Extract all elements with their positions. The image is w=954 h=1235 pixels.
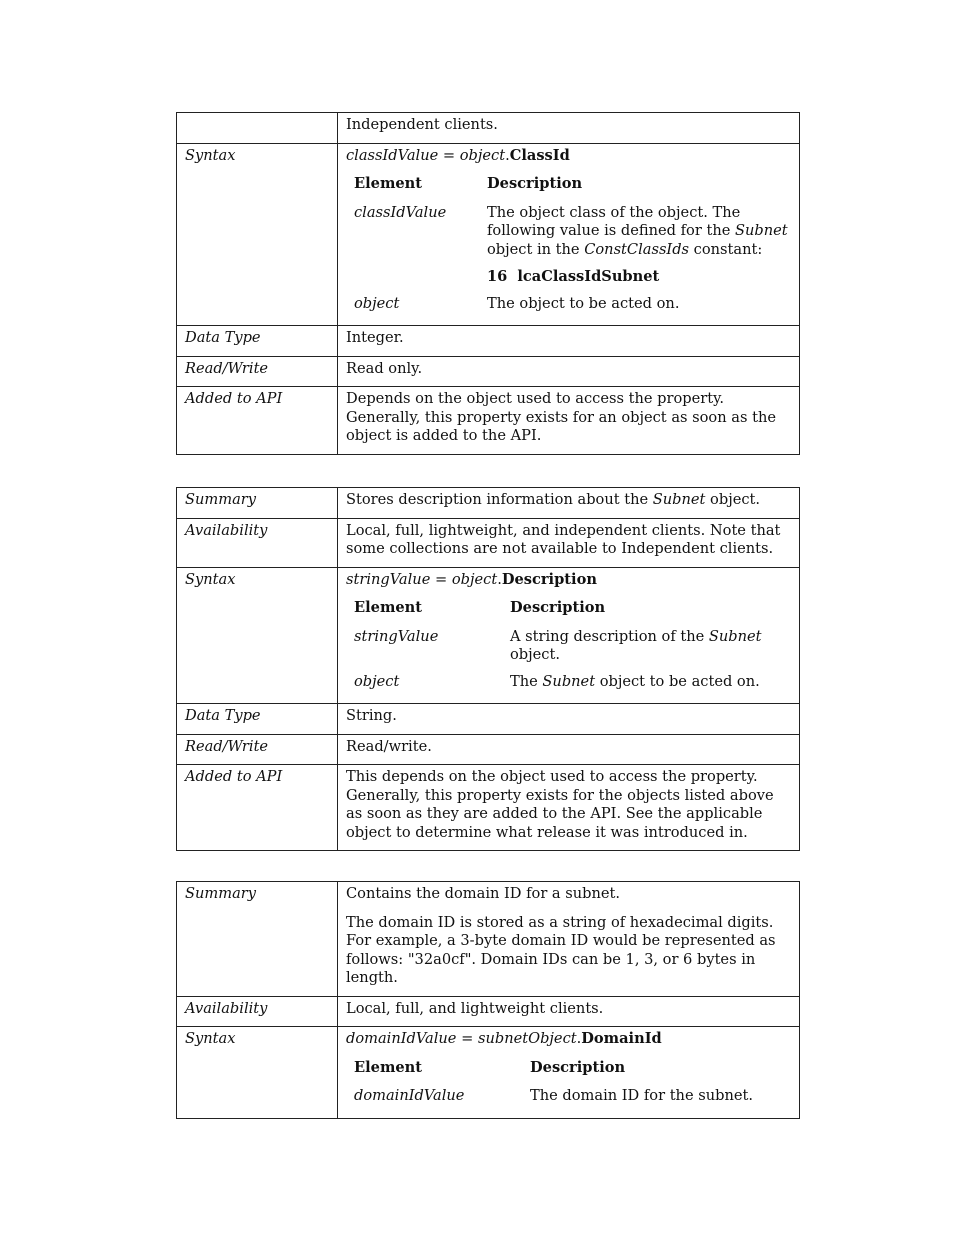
syntax-cell: [338, 143, 800, 326]
availability-label: Availability: [177, 996, 338, 1027]
table-row: [346, 200, 791, 291]
table-row: [177, 996, 800, 1027]
syntax-line: classIdValue = object.ClassId: [346, 146, 570, 164]
element-description: The object to be acted on.: [487, 294, 680, 312]
table-row: [346, 669, 791, 696]
added-label: Added to API: [177, 765, 338, 851]
added-value: Depends on the object used to access the property. Generally, this property exists for an object as soon as the object is added to the API.: [338, 387, 800, 455]
element-name: domainIdValue: [354, 1087, 465, 1104]
element-name: object: [354, 294, 400, 312]
datatype-label: Data Type: [177, 326, 338, 357]
table-row: [346, 1083, 791, 1110]
column-header-element: Element: [354, 175, 423, 192]
element-name: classIdValue: [354, 203, 447, 221]
property-table-description: [176, 487, 800, 851]
summary-label: Summary: [177, 882, 338, 997]
element-table: [346, 1055, 791, 1110]
summary-paragraph: Contains the domain ID for a subnet.: [346, 885, 621, 902]
table-row: [177, 518, 800, 567]
syntax-line: stringValue = object.Description: [346, 570, 597, 588]
element-table: [346, 595, 791, 695]
column-header-element: Element: [354, 1058, 423, 1076]
table-row: [177, 113, 800, 144]
readwrite-label: Read/Write: [177, 734, 338, 765]
table-row: [177, 326, 800, 357]
availability-value: Local, full, and lightweight clients.: [338, 996, 800, 1027]
summary-value: Stores description information about the Subnet object.: [338, 488, 800, 519]
table-row: [177, 488, 800, 519]
table-row: [177, 1027, 800, 1119]
column-header-description: Description: [530, 1058, 626, 1076]
element-description: The domain ID for the subnet.: [530, 1087, 753, 1104]
availability-label: Availability: [177, 518, 338, 567]
syntax-label: Syntax: [177, 1027, 338, 1119]
datatype-value: String.: [338, 704, 800, 735]
summary-label: Summary: [177, 488, 338, 519]
column-header-description: Description: [487, 175, 583, 192]
element-table: [346, 171, 791, 317]
value-cell: Independent clients.: [338, 113, 800, 144]
property-table-domainid: [176, 881, 800, 1119]
added-value: This depends on the object used to access the property. Generally, this property exists for the objects listed above as soon as they are added to the API. See the applicable object to determine what release it was introduced in.: [338, 765, 800, 851]
property-table-classid: [176, 112, 800, 455]
element-name: stringValue: [354, 627, 439, 645]
column-header-description: Description: [510, 599, 606, 616]
syntax-line: domainIdValue = subnetObject.DomainId: [346, 1030, 662, 1047]
constant-value: 16 lcaClassIdSubnet: [487, 268, 660, 285]
table-row: [346, 624, 791, 669]
readwrite-value: Read/write.: [338, 734, 800, 765]
table-row: [177, 356, 800, 387]
summary-paragraph: The domain ID is stored as a string of hexadecimal digits. For example, a 3-byte domain ID would be represented as follows: "32a0cf". Domain IDs can be 1, 3, or 6 bytes in length.: [346, 913, 776, 986]
table-row: [177, 882, 800, 997]
table-row: [177, 143, 800, 326]
syntax-cell: [338, 567, 800, 704]
readwrite-value: Read only.: [338, 356, 800, 387]
readwrite-label: Read/Write: [177, 356, 338, 387]
datatype-value: Integer.: [338, 326, 800, 357]
datatype-label: Data Type: [177, 704, 338, 735]
summary-value: [338, 882, 800, 997]
table-row: [177, 734, 800, 765]
syntax-cell: [338, 1027, 800, 1119]
syntax-label: Syntax: [177, 143, 338, 326]
element-description: A string description of the Subnet object.: [510, 627, 762, 663]
syntax-label: Syntax: [177, 567, 338, 704]
table-row: [177, 704, 800, 735]
element-description: The object class of the object. The following value is defined for the Subnet object in the ConstClassIds constant: 16 lcaClassIdSubnet: [479, 200, 791, 291]
table-row: [177, 765, 800, 851]
table-row: [177, 567, 800, 704]
table-row: [177, 387, 800, 455]
label-cell: [177, 113, 338, 144]
added-label: Added to API: [177, 387, 338, 455]
element-name: object: [354, 672, 400, 690]
availability-value: Local, full, lightweight, and independent clients. Note that some collections are not available to Independent clients.: [338, 518, 800, 567]
table-row: [346, 291, 791, 318]
element-description: The Subnet object to be acted on.: [510, 672, 760, 690]
column-header-element: Element: [354, 599, 423, 616]
